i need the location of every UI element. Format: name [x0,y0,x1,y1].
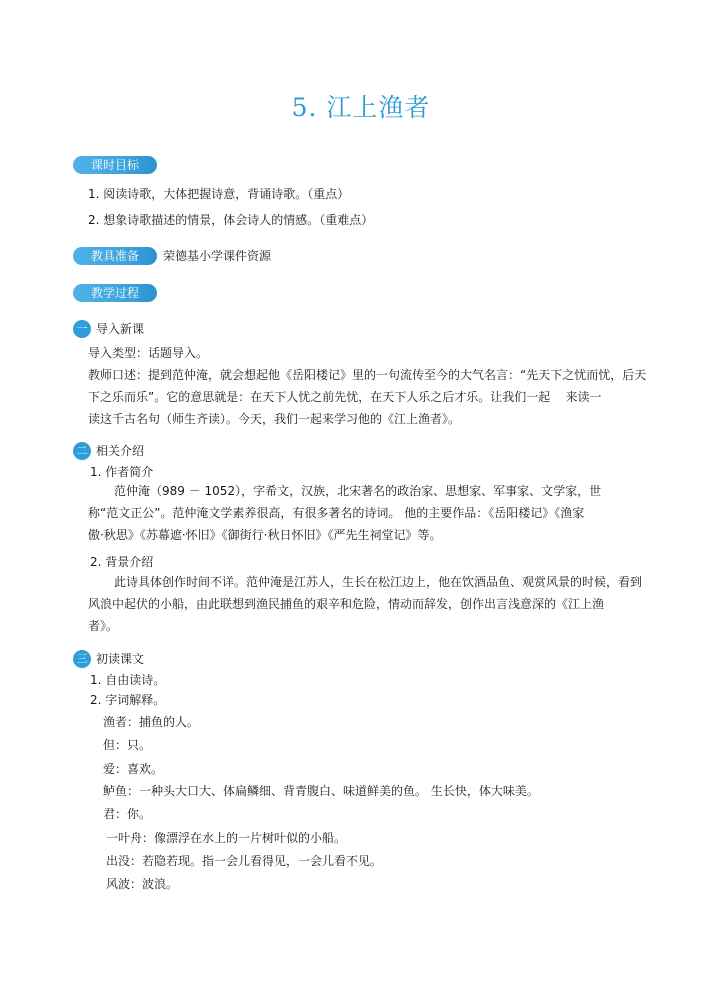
word-definition: 但：只。 [103,738,152,752]
text-line: 范仲淹（989 － 1052），字希文，汉族，北宋著名的政治家、思想家、军事家、文学家，世 [114,484,602,498]
list-item: 1. 自由读诗。 [90,673,166,687]
text-line: 称“范文正公”。范仲淹文学素养很高，有很多著名的诗词。 他的主要作品：《岳阳楼记》《渔家 [88,506,585,520]
section-heading: 导入新课 [96,322,145,336]
subheading: 2. 背景介绍 [90,555,154,569]
word-definition: 一叶舟：像漂浮在水上的一片树叶似的小船。 [106,831,347,845]
preparation-text: 荣德基小学课件资源 [163,249,272,263]
text-line: 读这千古名句（师生齐读）。今天，我们一起来学习他的《江上渔者》。 [88,412,461,426]
section-number-badge: 一 [73,320,91,338]
section-number-badge: 三 [73,650,91,668]
page-title: 5. 江上渔者 [291,93,431,122]
author-intro [88,480,688,546]
objective-item: 2. 想象诗歌描述的情景，体会诗人的情感。（重难点） [88,213,374,227]
background-intro [88,571,688,637]
objectives-label: 课时目标 [73,156,157,174]
text-line: 此诗具体创作时间不详。范仲淹是江苏人，生长在松江边上，他在饮酒品鱼、观赏风景的时候，看到 [114,575,643,589]
word-definition: 渔者：捕鱼的人。 [103,715,200,729]
subheading: 1. 作者简介 [90,465,154,479]
section-number-badge: 二 [73,442,91,460]
text-line: 教师口述：提到范仲淹，就会想起他《岳阳楼记》里的一句流传至今的大气名言：“先天下之忧而忧，后天 [88,368,647,382]
word-definition: 风波：波浪。 [106,877,179,891]
objective-item: 1. 阅读诗歌，大体把握诗意，背诵诗歌。（重点） [88,187,350,201]
preparation-label: 教具准备 [73,247,157,265]
text-line: 傲·秋思》《苏幕遮·怀旧》《御街行·秋日怀旧》《严先生祠堂记》等。 [88,528,442,542]
list-item: 2. 字词解释。 [90,693,166,707]
word-definition: 鲈鱼：一种头大口大、体扁鳞细、背青腹白、味道鲜美的鱼。 生长快，体大味美。 [103,784,539,798]
process-label: 教学过程 [73,284,157,302]
text-line: 风浪中起伏的小船，由此联想到渔民捕鱼的艰辛和危险，情动而辞发，创作出言浅意深的《江上渔 [88,597,605,611]
text-line: 导入类型：话题导入。 [88,346,209,360]
word-definition: 爱：喜欢。 [103,762,164,776]
section-body [88,342,688,430]
text-line: 者》。 [88,619,119,633]
text-line: 下之乐而乐”。它的意思就是：在天下人忧之前先忧，在天下人乐之后才乐。让我们一起 来读一 [88,390,602,404]
section-heading: 相关介绍 [96,444,145,458]
section-heading: 初读课文 [96,652,145,666]
word-definition: 出没：若隐若现。指一会儿看得见，一会儿看不见。 [106,854,383,868]
word-definition: 君：你。 [103,807,152,821]
